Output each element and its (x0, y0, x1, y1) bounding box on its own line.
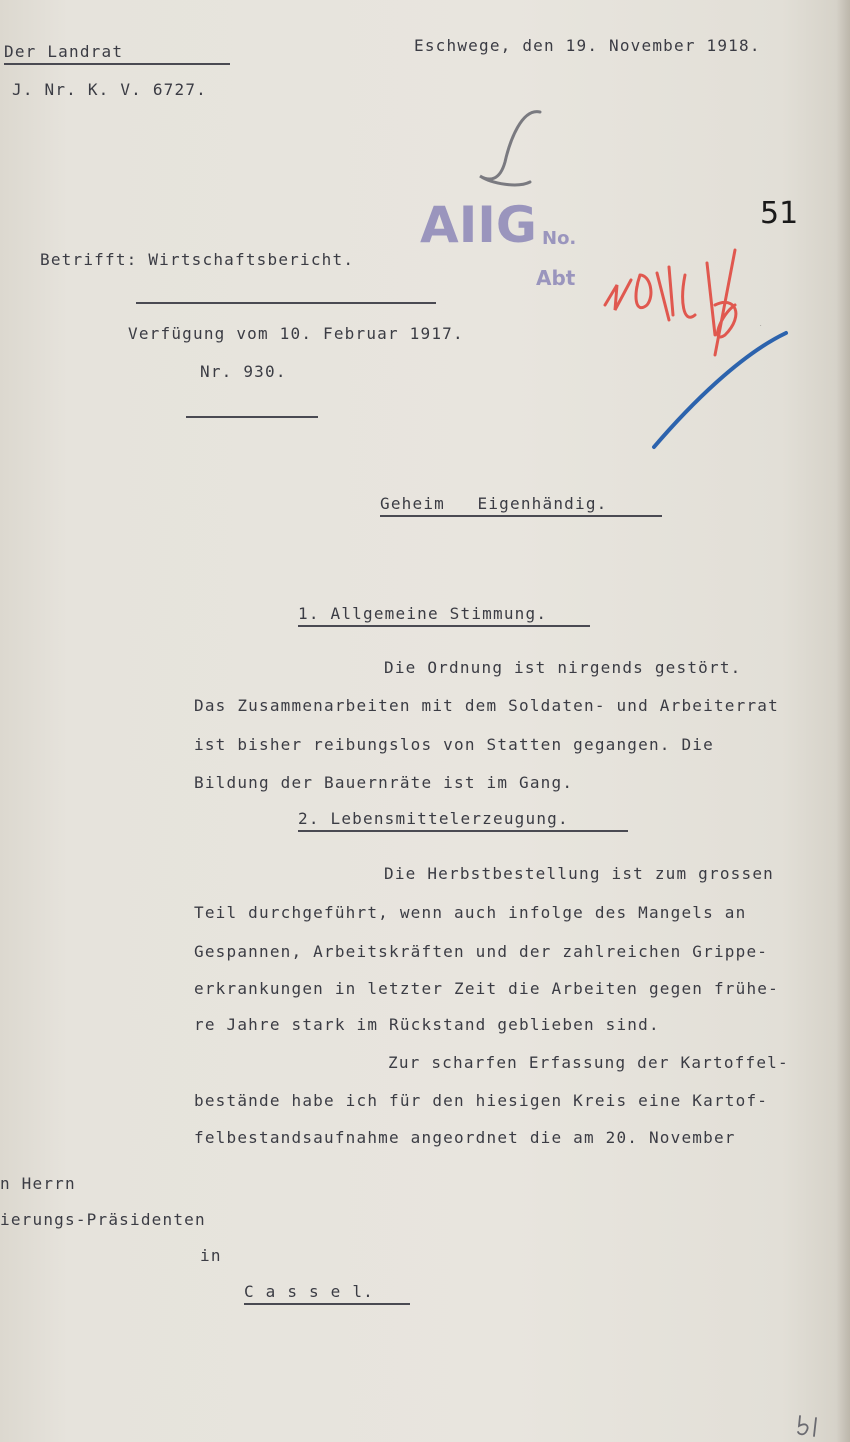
section-1-line-1: Die Ordnung ist nirgends gestört. (384, 658, 742, 677)
section-1-line-4: Bildung der Bauernräte ist im Gang. (194, 773, 574, 792)
section-2-line-6: Zur scharfen Erfassung der Kartoffel- (388, 1053, 789, 1072)
section-1-line-2: Das Zusammenarbeiten mit dem Soldaten- und Arbeiterrat (194, 696, 779, 715)
section-2-line-5: re Jahre stark im Rückstand geblieben sind. (194, 1015, 660, 1034)
folio-number: 51 (760, 196, 799, 231)
journal-number: J. Nr. K. V. 6727. (12, 80, 207, 99)
address-line-2: ierungs-Präsidenten (0, 1210, 206, 1229)
section-2-line-1: Die Herbstbestellung ist zum grossen (384, 864, 774, 883)
place-date: Eschwege, den 19. November 1918. (414, 36, 761, 55)
archive-stamp-abt: Abt (536, 266, 576, 290)
blue-pencil-stroke (650, 325, 795, 455)
address-city: C a s s e l. (244, 1282, 410, 1305)
section-1-line-3: ist bisher reibungslos von Statten gegangen. Die (194, 735, 714, 754)
section-1-heading: 1. Allgemeine Stimmung. (298, 604, 590, 627)
decree-number: Nr. 930. (200, 362, 287, 381)
section-2-line-7: bestände habe ich für den hiesigen Kreis eine Kartof- (194, 1091, 769, 1110)
subject-line: Betrifft: Wirtschaftsbericht. (40, 250, 355, 269)
address-line-1: n Herrn (0, 1174, 76, 1193)
section-2-heading: 2. Lebensmittelerzeugung. (298, 809, 628, 832)
decree-reference: Verfügung vom 10. Februar 1917. (128, 324, 464, 343)
handwritten-initial-l (470, 100, 570, 195)
reference-rule (186, 416, 318, 418)
paper-edge-shadow (836, 0, 850, 1442)
section-2-line-4: erkrankungen in letzter Zeit die Arbeiten gegen frühe- (194, 979, 779, 998)
archive-stamp: AIIG (420, 196, 537, 254)
section-2-line-3: Gespannen, Arbeitskräften und der zahlreichen Grippe- (194, 942, 769, 961)
archive-stamp-no: No. (542, 228, 577, 249)
section-2-line-2: Teil durchgeführt, wenn auch infolge des Mangels an (194, 903, 747, 922)
handwritten-folio-bottom (796, 1412, 826, 1438)
section-2-line-8: felbestandsaufnahme angeordnet die am 20. November (194, 1128, 736, 1147)
address-line-3: in (200, 1246, 222, 1265)
classification: Geheim Eigenhändig. (380, 494, 662, 517)
subject-rule (136, 302, 436, 304)
sender: Der Landrat (4, 42, 230, 65)
